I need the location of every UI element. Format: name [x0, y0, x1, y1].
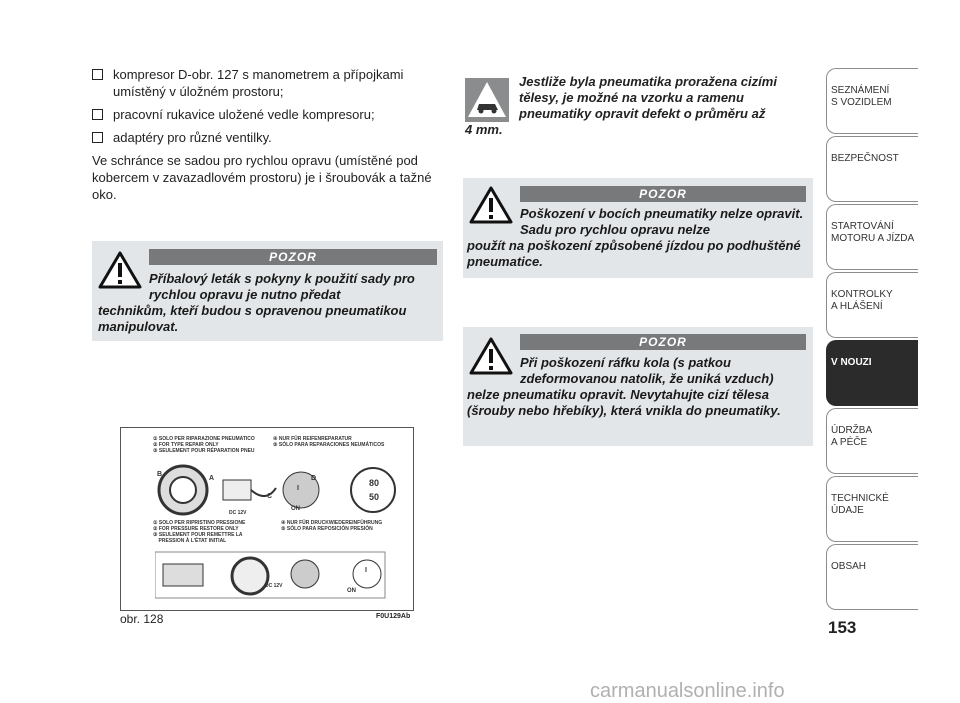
figure-letter-a: A: [209, 475, 215, 482]
figure-letter-d: D: [311, 475, 317, 482]
repair-illustration: [151, 458, 411, 518]
warning-box-2: [463, 178, 813, 278]
figure-label-mid-right: ④ NUR FÜR DRUCKWIEDEREINFÜHRUNG ⑤ SÓLO PARA REPOSICIÓN PRESIÓN: [281, 520, 383, 532]
figure-dc-label: DC 12V: [229, 510, 247, 516]
page-number: 153: [828, 618, 857, 637]
warning-text: Při poškození ráfku kola (s patkou zdeformovanou natolik, že uniká vzduch) nelze pneumatiku opravit. Nevytahujte cizí tělesa (šrouby nebo hřebíky), která vnikla do pneumatiky.: [467, 355, 781, 418]
left-column: [92, 66, 444, 203]
tab-obsah[interactable]: OBSAH: [826, 544, 918, 610]
figure-i-label-2: I: [365, 567, 367, 574]
warning-text: Poškození v bocích pneumatiky nelze opravit. Sadu pro rychlou opravu nelze použít na poškození způsobené jízdou po podhuštěné pneumatice.: [467, 206, 804, 269]
figure-label-top-left: ① SOLO PER RIPARAZIONE PNEUMATICO ② FOR TYPE REPAIR ONLY ③ SEULEMENT POUR RÉPARATION PNEU: [153, 436, 255, 454]
checkbox-bullet-icon: [92, 132, 103, 143]
note-block: Jestliže byla pneumatika proražena cizími tělesy, je možné na vzorku a ramenu pneumatiky opravit defekt o průměru až 4 mm.: [465, 74, 777, 137]
figure-letter-c: C: [267, 493, 273, 500]
figure-label-mid-left: ① SOLO PER RIPRISTINO PRESSIONE ② FOR PRESSURE RESTORE ONLY ③ SEULEMENT POUR REMETTRE LA PRESSION À L'ÉTAT INITIAL: [153, 520, 246, 544]
figure-label-top-right: ④ NUR FÜR REIFENREPARATUR ⑤ SÓLO PARA REPARACIONES NEUMÁTICOS: [273, 436, 385, 448]
car-warning-icon: [465, 78, 509, 122]
watermark: carmanualsonline.info: [590, 680, 785, 702]
figure-letter-b: B: [157, 471, 163, 478]
checkbox-bullet-icon: [92, 69, 103, 80]
paragraph: Ve schránce se sadou pro rychlou opravu (umístěné pod kobercem v zavazadlovém prostoru) je i šroubovák a tažné oko.: [92, 153, 432, 202]
tab-v-nouzi[interactable]: V NOUZI: [826, 340, 918, 406]
figure-dc-label-2: DC 12V: [265, 583, 283, 589]
list-item: adaptéry pro různé ventilky.: [92, 129, 444, 146]
warning-heading: POZOR: [149, 249, 437, 265]
warning-heading: POZOR: [520, 334, 806, 350]
warning-box-3: [463, 327, 813, 446]
tab-kontrolky[interactable]: KONTROLKY A HLÁŠENÍ: [826, 272, 918, 338]
warning-text: Příbalový leták s pokyny k použití sady pro rychlou opravu je nutno předat technikům, kteří budou s opravenou pneumatikou manipulovat.: [98, 271, 415, 334]
figure-repair-kit-label: [120, 427, 414, 611]
figure-code: F0U129Ab: [376, 613, 411, 620]
tab-bezpecnost[interactable]: BEZPEČNOST: [826, 136, 918, 202]
figure-speed-50: 50: [369, 492, 380, 502]
list-item: kompresor D-obr. 127 s manometrem a přípojkami umístěný v úložném prostoru;: [92, 66, 444, 100]
tab-startovani[interactable]: STARTOVÁNÍ MOTORU A JÍZDA: [826, 204, 918, 270]
warning-heading: POZOR: [520, 186, 806, 202]
figure-caption: obr. 128: [120, 612, 164, 626]
tab-udrzba[interactable]: ÚDRŽBA A PÉČE: [826, 408, 918, 474]
figure-on-label: ON: [291, 506, 300, 512]
tab-seznameni[interactable]: SEZNÁMENÍ S VOZIDLEM: [826, 68, 918, 134]
figure-i-label: I: [297, 485, 299, 492]
figure-speed-80: 80: [369, 478, 380, 488]
pressure-illustration: [155, 550, 395, 600]
warning-box-1: [92, 241, 443, 341]
list-item: pracovní rukavice uložené vedle kompresoru;: [92, 106, 444, 123]
checkbox-bullet-icon: [92, 109, 103, 120]
figure-on-label-2: ON: [347, 588, 356, 594]
tab-technicke-udaje[interactable]: TECHNICKÉ ÚDAJE: [826, 476, 918, 542]
